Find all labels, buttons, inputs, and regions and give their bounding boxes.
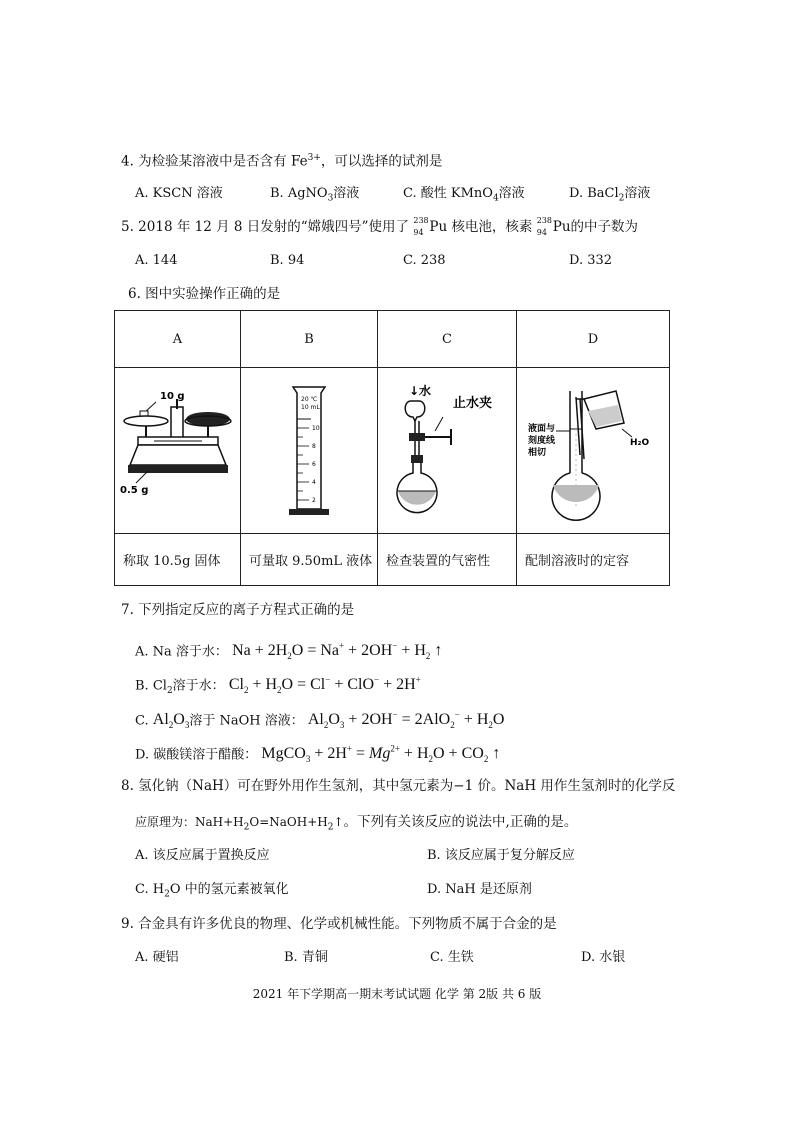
q5-option-a: A. 144 xyxy=(135,253,178,268)
cylinder-figure xyxy=(241,368,378,534)
q4-option-b: B. AgNO$_3$溶液 xyxy=(270,186,360,204)
header-b: B xyxy=(241,311,378,368)
airtightness-figure xyxy=(378,368,517,534)
svg-text:相切: 相切 xyxy=(528,447,547,458)
caption-b: 可量取 9.50mL 液体 xyxy=(241,534,378,586)
svg-text:10 mL: 10 mL xyxy=(301,403,320,411)
q5-option-b: B. 94 xyxy=(270,253,305,268)
rider-label: 0.5 g xyxy=(119,484,148,496)
q9-option-a: A. 硬铝 xyxy=(135,950,179,965)
svg-text:8: 8 xyxy=(312,442,316,450)
equation-a: $Na + 2H_2O = Na^+ + 2OH^- + H_2$ ↑ xyxy=(232,641,443,662)
q4-option-a: A. KSCN 溶液 xyxy=(135,186,223,201)
volumetric-flask-figure xyxy=(517,368,670,534)
q8-option-c: C. $H_2O$ 中的氢元素被氧化 xyxy=(135,882,289,900)
balance-icon xyxy=(116,369,240,529)
equation-d: MgCO$_3$ + $2H^+ = Mg^{2+} + H_2O + CO_2$ ↑ xyxy=(261,744,501,765)
pu-238-nuclide: 238 94 xyxy=(413,215,429,237)
graduated-cylinder-icon xyxy=(269,369,349,529)
weight-label: 10 g xyxy=(159,390,185,402)
q4-option-c: C. 酸性 KMnO$_4$溶液 xyxy=(403,186,525,204)
q9-option-d: D. 水银 xyxy=(581,950,626,965)
header-a: A xyxy=(115,311,241,368)
h2o-label: H₂O xyxy=(630,437,650,448)
q8-option-d: D. NaH 是还原剂 xyxy=(427,882,532,897)
page-footer: 2021 年下学期高一期末考试试题 化学 第 2版 共 6 版 xyxy=(252,987,542,1001)
q4-stem: 4. 为检验某溶液中是否含有 $Fe^{3+}$，可以选择的试剂是 xyxy=(121,153,443,170)
q8-option-b: B. 该反应属于复分解反应 xyxy=(427,848,575,863)
q6-stem: 6. 图中实验操作正确的是 xyxy=(128,286,281,302)
svg-text:6: 6 xyxy=(312,460,316,468)
svg-text:20 ℃: 20 ℃ xyxy=(301,395,318,403)
q7-stem: 7. 下列指定反应的离子方程式正确的是 xyxy=(121,602,355,618)
q7-option-c: C. $Al_2O_3$溶于 NaOH 溶液： $Al_2O_3 + 2OH^- = 2AlO_2^- + H_2O$ xyxy=(135,710,505,731)
q9-stem: 9. 合金具有许多优良的物理、化学或机械性能。下列物质不属于合金的是 xyxy=(121,916,557,932)
q5-option-d: D. 332 xyxy=(569,253,613,268)
q9-option-c: C. 生铁 xyxy=(430,950,474,965)
equation-b: $Cl_2 + H_2O = Cl^- + ClO^- + 2H^+$ xyxy=(228,675,421,696)
caption-d: 配制溶液时的定容 xyxy=(517,534,670,586)
svg-text:4: 4 xyxy=(312,478,316,486)
equation-c: $Al_2O_3 + 2OH^- = 2AlO_2^- + H_2O$ xyxy=(307,710,505,731)
caption-c: 检查装置的气密性 xyxy=(378,534,517,586)
q7-option-d: D. 碳酸镁溶于醋酸： MgCO$_3$ + $2H^+ = Mg^{2+} + H_2O + CO_2$ ↑ xyxy=(135,744,501,765)
svg-text:10: 10 xyxy=(312,424,320,432)
balance-figure xyxy=(115,368,241,534)
pu-238-nuclide-2: 238 94 xyxy=(536,215,553,237)
q8-option-a: A. 该反应属于置换反应 xyxy=(135,848,270,863)
q8-line2: 应原理为：$NaH+H_2O=NaOH+H_2↑$。下列有关该反应的说法中,正确的是。 xyxy=(135,814,578,833)
volumetric-flask-icon xyxy=(518,369,668,529)
svg-text:刻度线: 刻度线 xyxy=(528,435,556,446)
q5-option-c: C. 238 xyxy=(403,253,446,268)
water-label: ↓水 xyxy=(409,383,432,398)
svg-text:2: 2 xyxy=(312,496,316,504)
svg-text:液面与: 液面与 xyxy=(528,423,556,434)
header-c: C xyxy=(378,311,517,368)
q5-stem: 5. 2018 年 12 月 8 日发射的“嫦娥四号”使用了 238 94 Pu 核电池，核素 238 94 Pu的中子数为 xyxy=(121,215,639,237)
flask-funnel-icon xyxy=(379,369,515,529)
q7-option-a: A. Na 溶于水： $Na + 2H_2O = Na^+ + 2OH^- + H_2$ ↑ xyxy=(135,641,443,662)
experiment-table xyxy=(114,310,670,586)
header-d: D xyxy=(517,311,670,368)
caption-a: 称取 10.5g 固体 xyxy=(115,534,241,586)
q4-option-d: D. BaCl$_2$溶液 xyxy=(569,186,651,204)
q7-option-b: B. $Cl_2$溶于水： $Cl_2 + H_2O = Cl^- + ClO^- + 2H^+$ xyxy=(135,675,421,696)
clamp-label: 止水夹 xyxy=(453,395,493,411)
q8-line1: 8. 氢化钠（NaH）可在野外用作生氢剂，其中氢元素为−1 价。NaH 用作生氢剂时的化学反 xyxy=(121,778,676,794)
q9-option-b: B. 青铜 xyxy=(284,950,328,965)
